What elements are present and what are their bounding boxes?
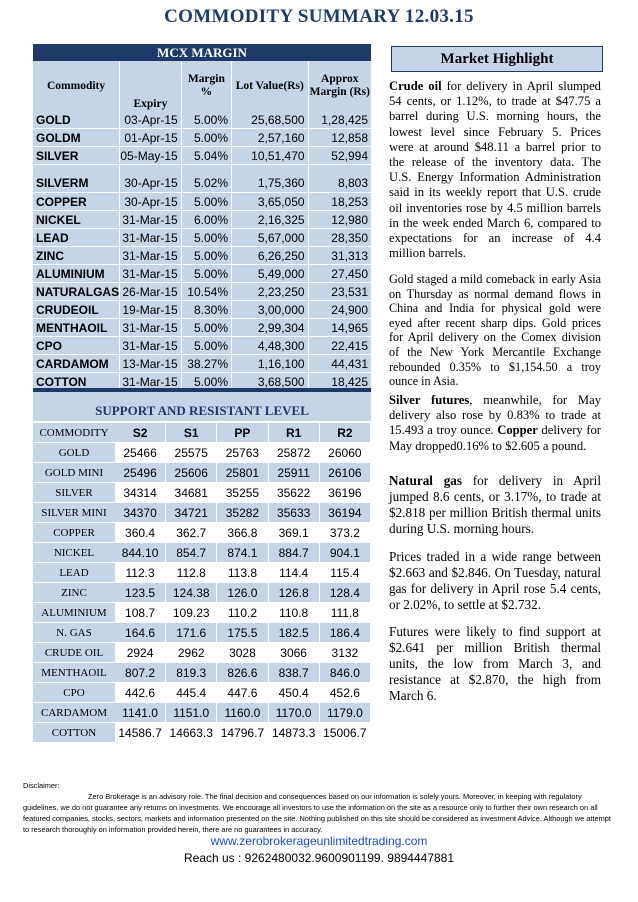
sr-commodity: CARDAMOM xyxy=(33,703,115,723)
sr-s1: 25575 xyxy=(166,443,217,463)
disclaimer-label: Disclaimer: xyxy=(23,781,60,790)
sr-commodity: GOLD MINI xyxy=(33,463,115,483)
sr-r2: 128.4 xyxy=(319,583,370,603)
mcx-row xyxy=(33,319,371,337)
sr-s2: 14586.7 xyxy=(115,723,166,743)
sr-pp: 25763 xyxy=(217,443,268,463)
sr-pp: 874.1 xyxy=(217,543,268,563)
mcx-approx-margin: 31,313 xyxy=(308,247,371,265)
sr-pp: 447.6 xyxy=(217,683,268,703)
mcx-margin: 5.00% xyxy=(181,373,231,391)
sr-s1: 171.6 xyxy=(166,623,217,643)
mcx-margin: 5.00% xyxy=(181,247,231,265)
sr-s2: 2924 xyxy=(115,643,166,663)
mcx-commodity: GOLDM xyxy=(33,129,120,147)
mcx-expiry: 05-May-15 xyxy=(120,147,182,165)
mcx-expiry: 01-Apr-15 xyxy=(120,129,182,147)
mcx-expiry: 19-Mar-15 xyxy=(120,301,182,319)
mcx-row xyxy=(33,147,371,165)
sr-row xyxy=(33,543,371,563)
sr-pp: 35255 xyxy=(217,483,268,503)
mcx-approx-margin: 27,450 xyxy=(308,265,371,283)
page-title: COMMODITY SUMMARY 12.03.15 xyxy=(164,6,474,27)
disclaimer-text: Zero Brokerage is an advisory role. The final decision and consequences based on our information is solely yours. Moreover, in keeping with regulatory guidelines, we do not guarantee any returns on investments. We encourage all investors to use the information on the site as a resource only to further their own research on all featured companies, stocks, sectors, markets and information presented on the site. Nothing published on this site should be considered as investment Advice. Although we attempt to research thoroughly on information provided herein, there are no guarantees in accuracy. xyxy=(23,792,611,834)
mcx-row xyxy=(33,129,371,147)
mcx-lot-value: 4,48,300 xyxy=(232,337,309,355)
mcx-approx-margin: 24,900 xyxy=(308,301,371,319)
sr-s2: 807.2 xyxy=(115,663,166,683)
mcx-row xyxy=(33,265,371,283)
mcx-approx-margin: 28,350 xyxy=(308,229,371,247)
sr-row xyxy=(33,603,371,623)
disclaimer xyxy=(23,780,618,835)
sr-banner: SUPPORT AND RESISTANT LEVEL xyxy=(33,392,371,421)
sr-s1: 445.4 xyxy=(166,683,217,703)
sr-s2: 1141.0 xyxy=(115,703,166,723)
mcx-commodity: COPPER xyxy=(33,193,120,211)
contact-numbers: Reach us : 9262480032.9600901199. 9894447881 xyxy=(183,851,455,865)
sr-r2: 26060 xyxy=(319,443,370,463)
sr-r1: 126.8 xyxy=(268,583,319,603)
mcx-margin: 5.00% xyxy=(181,129,231,147)
sr-commodity: CRUDE OIL xyxy=(33,643,115,663)
sr-r1: 884.7 xyxy=(268,543,319,563)
mcx-approx-margin: 22,415 xyxy=(308,337,371,355)
sr-r2: 186.4 xyxy=(319,623,370,643)
sr-s1: 124.38 xyxy=(166,583,217,603)
mcx-lot-value: 6,26,250 xyxy=(232,247,309,265)
mcx-expiry: 31-Mar-15 xyxy=(120,247,182,265)
mcx-commodity: ZINC xyxy=(33,247,120,265)
header-expiry: Expiry xyxy=(120,61,182,111)
mcx-commodity: CPO xyxy=(33,337,120,355)
crude-oil-paragraph: Crude oil for delivery in April slumped 54 cents, or 1.12%, to trade at $47.75 a barrel during U.S. morning hours, the lowest level since February 5. Prices were at around $48.11 a barrel prior to the release of the inventory data. The U.S. Energy Information Administration said in its weekly report that U.S. crude oil inventories rose by 4.5 million barrels in the week ended March 6, compared to expectations for an increase of 4.4 million barrels. xyxy=(389,79,601,261)
sr-row xyxy=(33,523,371,543)
sr-pp: 126.0 xyxy=(217,583,268,603)
market-highlight-header: Market Highlight xyxy=(391,46,603,72)
sr-r1: 369.1 xyxy=(268,523,319,543)
sr-r2: 15006.7 xyxy=(319,723,370,743)
mcx-commodity: COTTON xyxy=(33,373,120,391)
mcx-expiry: 31-Mar-15 xyxy=(120,265,182,283)
mcx-lot-value: 3,00,000 xyxy=(232,301,309,319)
sr-r1: 14873.3 xyxy=(268,723,319,743)
mcx-lot-value: 3,65,050 xyxy=(232,193,309,211)
sr-r2: 111.8 xyxy=(319,603,370,623)
sr-commodity: LEAD xyxy=(33,563,115,583)
mcx-row xyxy=(33,211,371,229)
sr-row xyxy=(33,503,371,523)
sr-r1: R1 xyxy=(268,423,319,443)
sr-row xyxy=(33,623,371,643)
sr-r2: R2 xyxy=(319,423,370,443)
sr-r2: 846.0 xyxy=(319,663,370,683)
sr-pp: 35282 xyxy=(217,503,268,523)
sr-r2: 1179.0 xyxy=(319,703,370,723)
sr-s2: 442.6 xyxy=(115,683,166,703)
sr-s1: S1 xyxy=(166,423,217,443)
sr-s1: 819.3 xyxy=(166,663,217,683)
sr-s2: 123.5 xyxy=(115,583,166,603)
sr-s2: 112.3 xyxy=(115,563,166,583)
mcx-commodity: NICKEL xyxy=(33,211,120,229)
sr-commodity: SILVER MINI xyxy=(33,503,115,523)
mcx-expiry: 31-Mar-15 xyxy=(120,211,182,229)
prices-paragraph: Prices traded in a wide range between $2.663 and $2.846. On Tuesday, natural gas for delivery in April rose 5.4 cents, or 2.02%, to settle at $2.732. xyxy=(389,549,601,612)
sr-row xyxy=(33,703,371,723)
mcx-row xyxy=(33,283,371,301)
mcx-approx-margin: 52,994 xyxy=(308,147,371,165)
silver-paragraph: Silver futures, meanwhile, for May delivery also rose by 0.83% to trade at 15.493 a troy ounce. Copper delivery for May dropped0.16% to $2.605 a pound. xyxy=(389,393,601,453)
sr-r1: 182.5 xyxy=(268,623,319,643)
sr-s1: 34681 xyxy=(166,483,217,503)
mcx-approx-margin: 18,253 xyxy=(308,193,371,211)
sr-pp: 366.8 xyxy=(217,523,268,543)
mcx-commodity: LEAD xyxy=(33,229,120,247)
sr-pp: PP xyxy=(217,423,268,443)
sr-r2: 3132 xyxy=(319,643,370,663)
support-resistance-table xyxy=(33,423,371,743)
sr-r1: 35633 xyxy=(268,503,319,523)
mcx-lot-value: 2,16,325 xyxy=(232,211,309,229)
futures-paragraph: Futures were likely to find support at $2.641 per million British thermal units, the low from March 3, and resistance at $2.870, the high from March 6. xyxy=(389,624,601,703)
mcx-approx-margin: 12,980 xyxy=(308,211,371,229)
sr-pp: 826.6 xyxy=(217,663,268,683)
sr-s2: 25466 xyxy=(115,443,166,463)
mcx-approx-margin: 44,431 xyxy=(308,355,371,373)
mcx-commodity: SILVERM xyxy=(33,165,120,193)
sr-commodity: SILVER xyxy=(33,483,115,503)
sr-r1: 35622 xyxy=(268,483,319,503)
mcx-margin: 10.54% xyxy=(181,283,231,301)
sr-s2: 164.6 xyxy=(115,623,166,643)
mcx-margin: 5.00% xyxy=(181,265,231,283)
header-approx-margin: Approx Margin (Rs) xyxy=(308,61,371,111)
mcx-commodity: ALUMINIUM xyxy=(33,265,120,283)
sr-s2: 34314 xyxy=(115,483,166,503)
mcx-approx-margin: 1,28,425 xyxy=(308,111,371,129)
sr-pp: 3028 xyxy=(217,643,268,663)
mcx-commodity: NATURALGAS xyxy=(33,283,120,301)
sr-commodity: ZINC xyxy=(33,583,115,603)
mcx-expiry: 31-Mar-15 xyxy=(120,319,182,337)
mcx-row xyxy=(33,355,371,373)
sr-r1: 25872 xyxy=(268,443,319,463)
mcx-lot-value: 5,67,000 xyxy=(232,229,309,247)
mcx-row xyxy=(33,247,371,265)
sr-row xyxy=(33,443,371,463)
mcx-margin: 5.04% xyxy=(181,147,231,165)
mcx-margin-table xyxy=(33,44,371,395)
mcx-row xyxy=(33,193,371,211)
sr-r2: 115.4 xyxy=(319,563,370,583)
sr-commodity: GOLD xyxy=(33,443,115,463)
sr-row xyxy=(33,683,371,703)
mcx-expiry: 31-Mar-15 xyxy=(120,337,182,355)
website-link[interactable]: www.zerobrokerageunlimitedtrading.com xyxy=(210,834,428,848)
mcx-commodity: CARDAMOM xyxy=(33,355,120,373)
sr-commodity: COTTON xyxy=(33,723,115,743)
mcx-lot-value: 2,23,250 xyxy=(232,283,309,301)
mcx-banner: MCX MARGIN xyxy=(33,44,371,61)
sr-s1: 362.7 xyxy=(166,523,217,543)
sr-s1: 25606 xyxy=(166,463,217,483)
mcx-lot-value: 1,16,100 xyxy=(232,355,309,373)
mcx-approx-margin: 23,531 xyxy=(308,283,371,301)
mcx-expiry: 13-Mar-15 xyxy=(120,355,182,373)
mcx-margin: 5.00% xyxy=(181,229,231,247)
mcx-expiry: 03-Apr-15 xyxy=(120,111,182,129)
mcx-expiry: 30-Apr-15 xyxy=(120,193,182,211)
sr-s2: 108.7 xyxy=(115,603,166,623)
mcx-lot-value: 25,68,500 xyxy=(232,111,309,129)
mcx-commodity: SILVER xyxy=(33,147,120,165)
mcx-lot-value: 1,75,360 xyxy=(232,165,309,193)
mcx-margin: 6.00% xyxy=(181,211,231,229)
sr-pp: 175.5 xyxy=(217,623,268,643)
header-lot-value: Lot Value(Rs) xyxy=(232,61,309,111)
sr-r1: 3066 xyxy=(268,643,319,663)
sr-r2: 904.1 xyxy=(319,543,370,563)
mcx-expiry: 31-Mar-15 xyxy=(120,229,182,247)
sr-r2: 26106 xyxy=(319,463,370,483)
sr-r1: 838.7 xyxy=(268,663,319,683)
header-margin: Margin % xyxy=(181,61,231,111)
mcx-margin: 5.02% xyxy=(181,165,231,193)
sr-r1: 1170.0 xyxy=(268,703,319,723)
sr-pp: 1160.0 xyxy=(217,703,268,723)
sr-r2: 36196 xyxy=(319,483,370,503)
sr-r1: 450.4 xyxy=(268,683,319,703)
natural-gas-paragraph: Natural gas for delivery in April jumped 8.6 cents, or 3.17%, to trade at $2.818 per million British thermal units during U.S. morning hours. xyxy=(389,473,601,536)
mcx-commodity: GOLD xyxy=(33,111,120,129)
sr-s1: 14663.3 xyxy=(166,723,217,743)
sr-r1: 110.8 xyxy=(268,603,319,623)
sr-s2: 844.10 xyxy=(115,543,166,563)
mcx-lot-value: 5,49,000 xyxy=(232,265,309,283)
sr-pp: 110.2 xyxy=(217,603,268,623)
mcx-margin: 5.00% xyxy=(181,337,231,355)
sr-pp: 113.8 xyxy=(217,563,268,583)
sr-commodity: MENTHAOIL xyxy=(33,663,115,683)
mcx-margin: 38.27% xyxy=(181,355,231,373)
sr-row xyxy=(33,723,371,743)
sr-s1: 1151.0 xyxy=(166,703,217,723)
sr-s2: 25496 xyxy=(115,463,166,483)
sr-commodity: N. GAS xyxy=(33,623,115,643)
sr-r2: 36194 xyxy=(319,503,370,523)
mcx-approx-margin: 8,803 xyxy=(308,165,371,193)
sr-s1: 109.23 xyxy=(166,603,217,623)
mcx-expiry: 31-Mar-15 xyxy=(120,373,182,391)
sr-commodity: ALUMINIUM xyxy=(33,603,115,623)
sr-commodity: COMMODITY xyxy=(33,423,115,443)
mcx-approx-margin: 14,965 xyxy=(308,319,371,337)
mcx-margin: 5.00% xyxy=(181,111,231,129)
sr-pp: 25801 xyxy=(217,463,268,483)
sr-commodity: CPO xyxy=(33,683,115,703)
sr-row xyxy=(33,663,371,683)
gold-paragraph: Gold staged a mild comeback in early Asia on Thursday as normal demand flows in China and India for physical gold were eyed after recent sharp dips. Gold prices for April delivery on the Comex division of the New York Mercantile Exchange rebounded 0.35% to $1,154.50 a troy ounce in Asia. xyxy=(389,272,601,389)
mcx-margin: 8.30% xyxy=(181,301,231,319)
mcx-commodity: MENTHAOIL xyxy=(33,319,120,337)
sr-row xyxy=(33,463,371,483)
mcx-margin: 5.00% xyxy=(181,193,231,211)
sr-r2: 373.2 xyxy=(319,523,370,543)
mcx-approx-margin: 12,858 xyxy=(308,129,371,147)
sr-commodity: NICKEL xyxy=(33,543,115,563)
mcx-approx-margin: 18,425 xyxy=(308,373,371,391)
mcx-row xyxy=(33,165,371,193)
sr-s1: 34721 xyxy=(166,503,217,523)
sr-s2: 360.4 xyxy=(115,523,166,543)
sr-s1: 2962 xyxy=(166,643,217,663)
sr-r1: 114.4 xyxy=(268,563,319,583)
mcx-row xyxy=(33,229,371,247)
sr-row xyxy=(33,483,371,503)
header-commodity: Commodity xyxy=(33,61,120,111)
mcx-expiry: 26-Mar-15 xyxy=(120,283,182,301)
sr-r2: 452.6 xyxy=(319,683,370,703)
mcx-margin: 5.00% xyxy=(181,319,231,337)
mcx-expiry: 30-Apr-15 xyxy=(120,165,182,193)
mcx-row xyxy=(33,337,371,355)
sr-commodity: COPPER xyxy=(33,523,115,543)
sr-s2: S2 xyxy=(115,423,166,443)
mcx-row xyxy=(33,111,371,129)
mcx-commodity: CRUDEOIL xyxy=(33,301,120,319)
sr-r1: 25911 xyxy=(268,463,319,483)
mcx-lot-value: 2,57,160 xyxy=(232,129,309,147)
sr-row xyxy=(33,583,371,603)
mcx-row xyxy=(33,301,371,319)
sr-s2: 34370 xyxy=(115,503,166,523)
sr-pp: 14796.7 xyxy=(217,723,268,743)
sr-s1: 112.8 xyxy=(166,563,217,583)
mcx-lot-value: 10,51,470 xyxy=(232,147,309,165)
sr-row xyxy=(33,643,371,663)
mcx-lot-value: 3,68,500 xyxy=(232,373,309,391)
sr-row xyxy=(33,563,371,583)
sr-s1: 854.7 xyxy=(166,543,217,563)
mcx-lot-value: 2,99,304 xyxy=(232,319,309,337)
sr-header-row xyxy=(33,423,371,443)
